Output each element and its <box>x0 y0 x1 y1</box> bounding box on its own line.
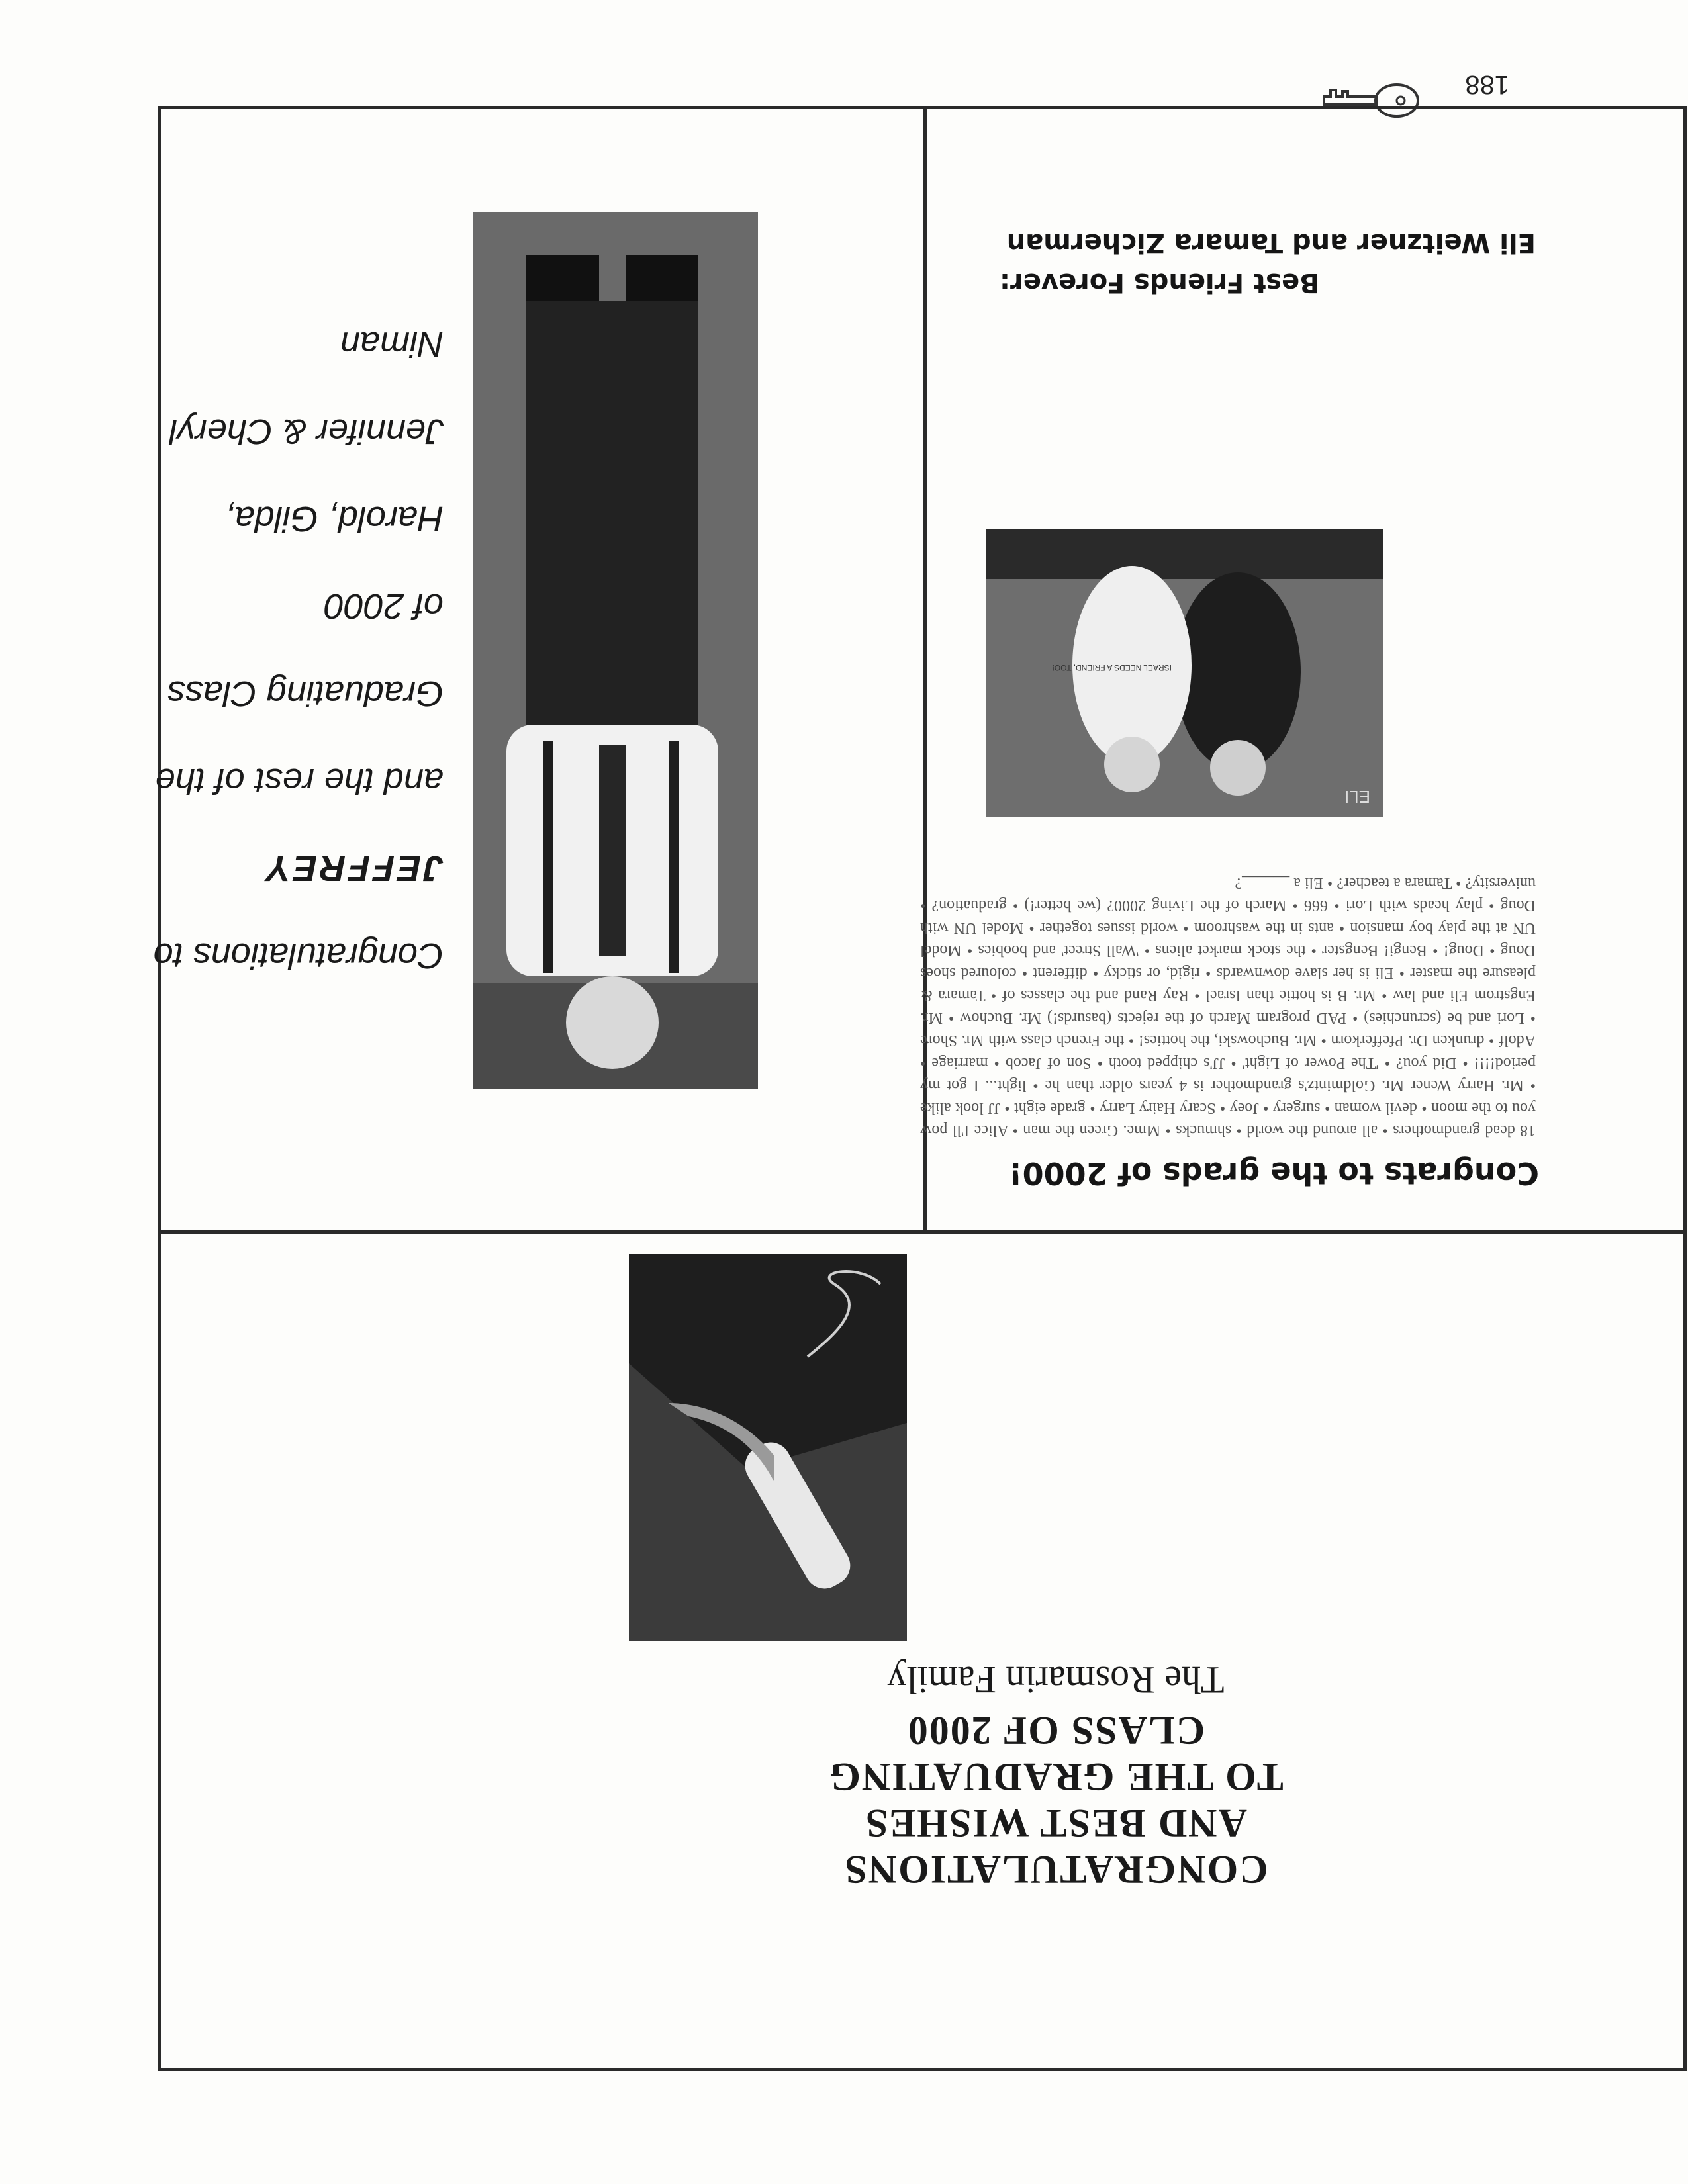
rosmarin-heading-line: TO THE GRADUATING <box>828 1755 1284 1799</box>
jeffrey-line: Niman <box>340 324 444 364</box>
jeffrey-line: of 2000 <box>324 586 444 626</box>
page-number: 188 <box>1465 70 1509 99</box>
photo-shirt-text: ISRAEL NEEDS A FRIEND, TOO! <box>1052 663 1172 672</box>
rosmarin-heading-line: AND BEST WISHES <box>864 1801 1248 1845</box>
bff-names: Eli Weitzner and Tamara Zicherman <box>1006 228 1536 258</box>
jeffrey-line: and the rest of the <box>155 761 444 801</box>
rosmarin-signature: The Rosmarin Family <box>887 1659 1225 1702</box>
jeffrey-line: Jennifer & Cheryl <box>169 412 444 451</box>
jeffrey-name: JEFFREY <box>263 848 444 888</box>
grads-title: Congrats to the grads of 2000! <box>1008 1156 1539 1191</box>
jeffrey-photo <box>473 212 758 1089</box>
rosmarin-heading-line: CLASS OF 2000 <box>906 1709 1205 1752</box>
jeffrey-line: Harold, Gilda, <box>224 499 444 539</box>
graduation-cap-photo <box>629 1254 907 1641</box>
rosmarin-heading-line: CONGRATULATIONS <box>843 1848 1268 1891</box>
jeffrey-ad-text <box>46 300 444 999</box>
jeffrey-line: Congratulations to <box>153 936 444 976</box>
horizontal-divider <box>158 1230 1687 1234</box>
rosmarin-ad <box>424 1658 1688 1893</box>
grads-body-text: 18 dead grandmothers • all around the world • shmucks • Mme. Green the man • Alice I'll pow you to the moon • devil woman • surgery • Joey • Scary Hairy Larry • grade eight • JJ look alike • Mr. Harry Wener Mr. Goldmintz's grandmother is 4 years older than he • light... I got my period!!!! • Did you? • 'The Power of Light' • JJ's chipped tooth • Son of Jacob • marriage • Adolf • drunken Dr. Pfefferkorn • Mr. Buchowski, the hotties! • the French class with Mr. Shore • Lori and be (scrunchies) • PAD program March of the rejects (basurds!) Mr. Buchow • Mr. Engstrom Eli and law • Mr. B is hottie than Israel • Ray Rand and the classes of • Tamara & pleasure the master • Eli is her slave downwards • rigid, or sticky • different • coloured shoes Doug • Doug! • Bengi! Bengster • the stock market aliens • 'Wall Street' and boobies • Model UN at the play boy mansion • ants in the washroom • world issues together • Model UN with Doug • play heads with Lori • 666 • March of the Living 2000? (we better!) • graduation? • university? • Tamara a teacher? • Eli a ______? <box>920 874 1536 1139</box>
bff-title: Best Friends Forever: <box>1000 267 1320 298</box>
jeffrey-line: Graduating Class <box>167 674 444 713</box>
best-friends-photo <box>986 529 1383 817</box>
photo-scrawl-text: ELI <box>1344 787 1370 807</box>
